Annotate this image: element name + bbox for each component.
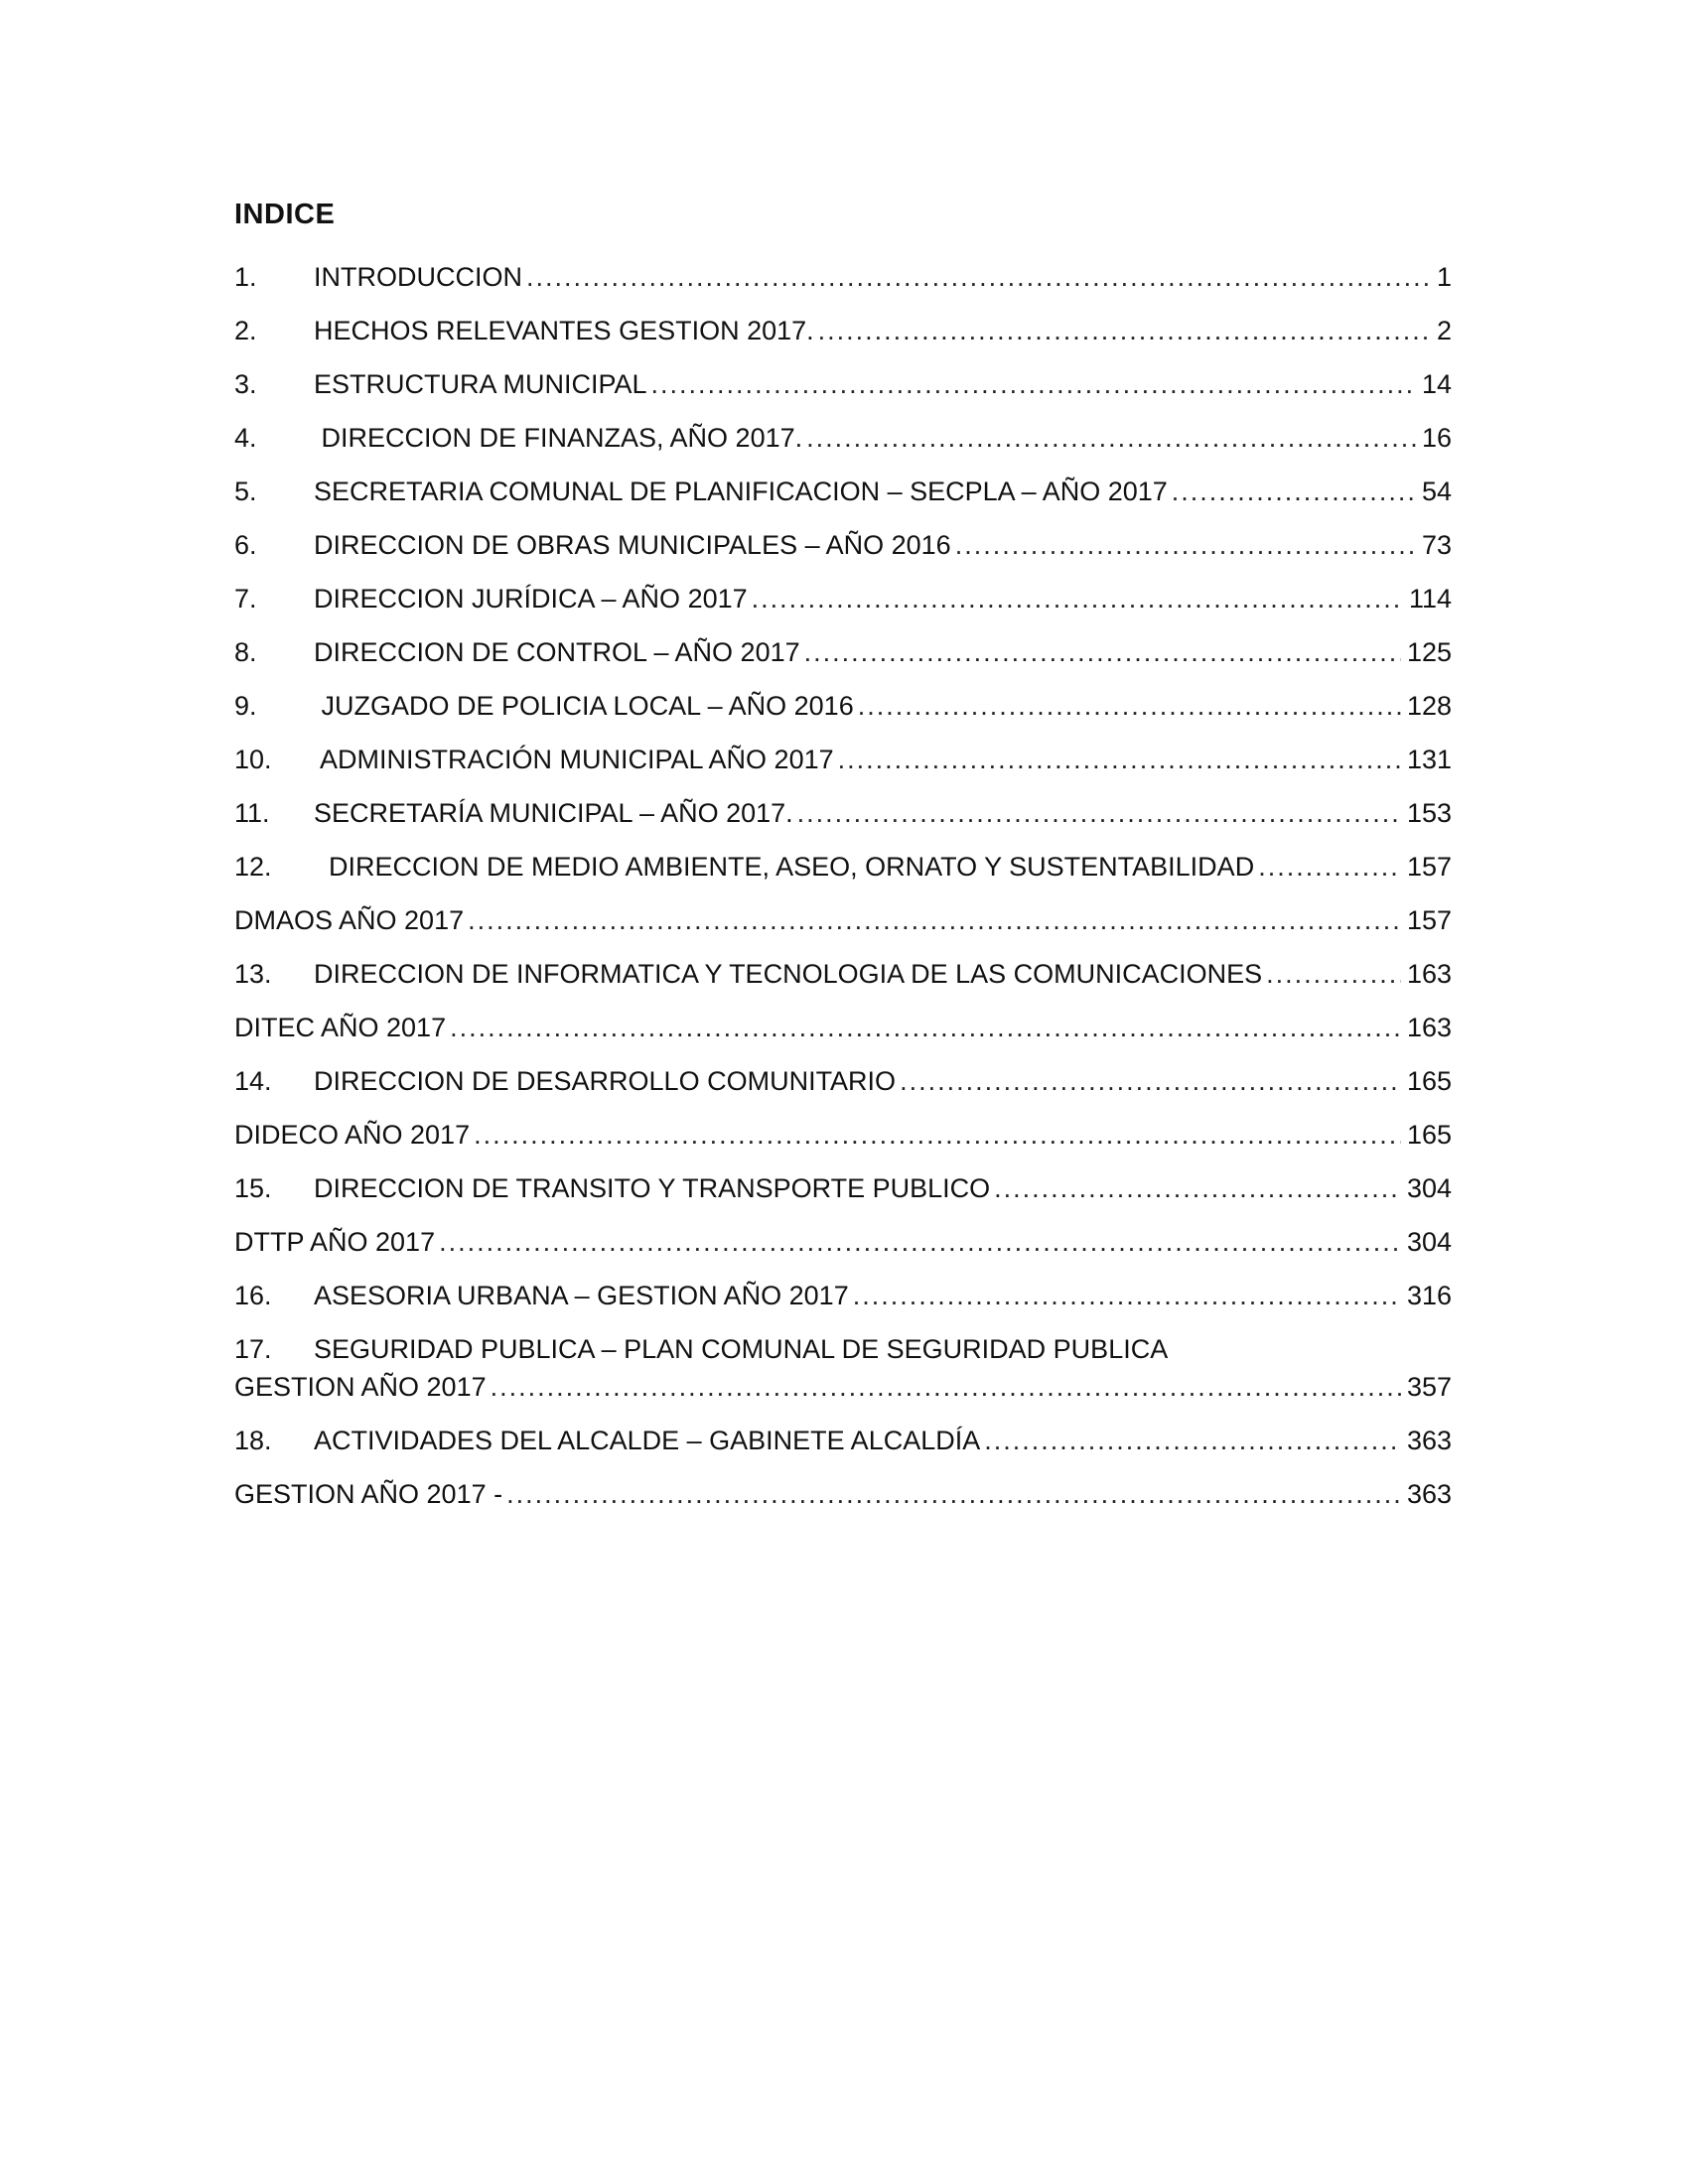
toc-entry[interactable] [234, 528, 1452, 582]
toc-entry[interactable] [234, 743, 1452, 796]
toc-entry-number: 4. [234, 423, 257, 453]
toc-entry-label: INTRODUCCION [314, 262, 522, 292]
toc-title: INDICE [234, 199, 336, 230]
toc-leader-dots [439, 1225, 1401, 1259]
toc-entry[interactable] [234, 796, 1452, 850]
toc-entry-page: 14 [1421, 369, 1452, 399]
toc-leader-dots [806, 421, 1416, 455]
toc-entry-label: SECRETARIA COMUNAL DE PLANIFICACION – SECPLA – AÑO 2017 [314, 477, 1168, 506]
toc-entry-page: 114 [1408, 584, 1452, 614]
toc-entry-number: 9. [234, 691, 257, 721]
toc-entry-label: SECRETARÍA MUNICIPAL – AÑO 2017. [314, 798, 793, 828]
toc-entry-number: 13. [234, 959, 272, 989]
toc-entry-label: SEGURIDAD PUBLICA – PLAN COMUNAL DE SEGURIDAD PUBLICA [314, 1334, 1169, 1364]
toc-entry-label: ESTRUCTURA MUNICIPAL [314, 369, 647, 399]
toc-entry-number: 1. [234, 262, 257, 292]
toc-leader-dots [838, 743, 1401, 776]
toc-entry-number: 6. [234, 530, 257, 560]
toc-entry-page: 157 [1406, 905, 1452, 935]
toc-entry-page: 54 [1421, 477, 1452, 506]
toc-leader-dots [1172, 475, 1416, 508]
toc-leader-dots [797, 796, 1401, 830]
toc-entry-page: 165 [1406, 1066, 1452, 1096]
toc-entry-page: 357 [1406, 1372, 1452, 1402]
toc-entry-page: 304 [1406, 1227, 1452, 1257]
toc-leader-dots [804, 635, 1401, 669]
toc-leader-dots [818, 314, 1431, 347]
toc-entry-number: 11. [234, 798, 270, 828]
toc-entry[interactable] [234, 689, 1452, 743]
toc-entry-number: 15. [234, 1173, 272, 1203]
toc-entry[interactable] [234, 1118, 1452, 1171]
toc-entry-page: 316 [1406, 1281, 1452, 1310]
toc-entry-page: 304 [1406, 1173, 1452, 1203]
toc-entry[interactable] [234, 903, 1452, 957]
toc-leader-dots [491, 1370, 1401, 1404]
toc-entry[interactable] [234, 314, 1452, 367]
toc-entry-label: DIRECCION DE TRANSITO Y TRANSPORTE PUBLICO [314, 1173, 991, 1203]
toc-entry-page: 363 [1406, 1479, 1452, 1509]
toc-leader-dots [984, 1424, 1401, 1457]
toc-entry-number: 12. [234, 852, 272, 882]
toc-entry[interactable] [234, 1279, 1452, 1332]
toc-entry-label: DIRECCION DE CONTROL – AÑO 2017 [314, 637, 800, 667]
toc-entry-number: 5. [234, 477, 257, 506]
toc-entry[interactable] [234, 635, 1452, 689]
toc-entry[interactable] [234, 582, 1452, 635]
toc-entry-17[interactable] [234, 1332, 1452, 1404]
toc-entry-number: 10. [234, 745, 272, 774]
toc-entry-label: DIRECCION DE MEDIO AMBIENTE, ASEO, ORNATO Y SUSTENTABILIDAD [314, 852, 1255, 882]
toc-entry-number: 3. [234, 369, 257, 399]
toc-leader-dots [955, 528, 1416, 562]
table-of-contents [234, 260, 1452, 1531]
toc-leader-dots [900, 1064, 1401, 1098]
toc-entry-label: ASESORIA URBANA – GESTION AÑO 2017 [314, 1281, 849, 1310]
toc-entry-page: 165 [1406, 1120, 1452, 1150]
toc-entry[interactable] [234, 1477, 1452, 1531]
toc-leader-dots [468, 903, 1401, 937]
toc-entry-label: DTTP AÑO 2017 [234, 1227, 436, 1257]
toc-entry-page: 128 [1406, 691, 1452, 721]
toc-leader-dots [506, 1477, 1401, 1511]
toc-entry[interactable] [234, 475, 1452, 528]
toc-entry-label: ACTIVIDADES DEL ALCALDE – GABINETE ALCALDÍA [314, 1426, 981, 1455]
toc-entry[interactable] [234, 1064, 1452, 1118]
toc-entry-label: DIRECCION DE DESARROLLO COMUNITARIO [314, 1066, 897, 1096]
toc-entry-number: 17. [234, 1334, 272, 1364]
toc-entry-page: 363 [1406, 1426, 1452, 1455]
toc-entry-page: 157 [1406, 852, 1452, 882]
toc-entry-page: 153 [1406, 798, 1452, 828]
toc-leader-dots [752, 582, 1403, 615]
toc-leader-dots [651, 367, 1416, 401]
toc-entry-label: DIDECO AÑO 2017 [234, 1120, 471, 1150]
toc-entry-label: DIRECCION DE OBRAS MUNICIPALES – AÑO 2016 [314, 530, 951, 560]
toc-entry-page: 73 [1421, 530, 1452, 560]
toc-leader-dots [474, 1118, 1401, 1152]
toc-entry-label: DIRECCION JURÍDICA – AÑO 2017 [314, 584, 748, 614]
toc-leader-dots [853, 1279, 1401, 1312]
toc-entry-page: 2 [1436, 316, 1452, 345]
toc-leader-dots [994, 1171, 1401, 1205]
toc-leader-dots [1266, 957, 1401, 991]
toc-entry[interactable] [234, 421, 1452, 475]
toc-entry-number: 16. [234, 1281, 272, 1310]
toc-entry-label: ADMINISTRACIÓN MUNICIPAL AÑO 2017 [314, 745, 834, 774]
toc-entry-number: 14. [234, 1066, 272, 1096]
toc-entry-label: HECHOS RELEVANTES GESTION 2017. [314, 316, 814, 345]
toc-entry[interactable] [234, 1171, 1452, 1225]
toc-entry[interactable] [234, 850, 1452, 903]
toc-entry-label: JUZGADO DE POLICIA LOCAL – AÑO 2016 [314, 691, 854, 721]
toc-entry-page: 1 [1436, 262, 1452, 292]
toc-entry-page: 163 [1406, 1013, 1452, 1042]
toc-entry[interactable] [234, 367, 1452, 421]
toc-leader-dots [450, 1011, 1401, 1044]
toc-entry[interactable] [234, 1225, 1452, 1279]
toc-entry[interactable] [234, 260, 1452, 314]
toc-entry-page: 131 [1406, 745, 1452, 774]
toc-entry-label-continued: GESTION AÑO 2017 [234, 1372, 487, 1402]
toc-entry-number: 7. [234, 584, 257, 614]
toc-entry-number: 18. [234, 1426, 272, 1455]
toc-entry-number: 8. [234, 637, 257, 667]
toc-entry-label: DIRECCION DE FINANZAS, AÑO 2017. [314, 423, 803, 453]
toc-entry-label: DIRECCION DE INFORMATICA Y TECNOLOGIA DE LAS COMUNICACIONES [314, 959, 1263, 989]
toc-entry[interactable] [234, 1424, 1452, 1477]
toc-leader-dots [526, 260, 1431, 294]
toc-entry-number: 2. [234, 316, 257, 345]
toc-leader-dots [858, 689, 1401, 723]
toc-entry[interactable] [234, 1011, 1452, 1064]
toc-entry-label: DMAOS AÑO 2017 [234, 905, 465, 935]
toc-entry-page: 163 [1406, 959, 1452, 989]
toc-entry[interactable] [234, 957, 1452, 1011]
toc-entry-label: GESTION AÑO 2017 - [234, 1479, 503, 1509]
toc-entry-page: 16 [1421, 423, 1452, 453]
toc-entry-page: 125 [1406, 637, 1452, 667]
toc-leader-dots [1258, 850, 1401, 884]
toc-entry-label: DITEC AÑO 2017 [234, 1013, 447, 1042]
